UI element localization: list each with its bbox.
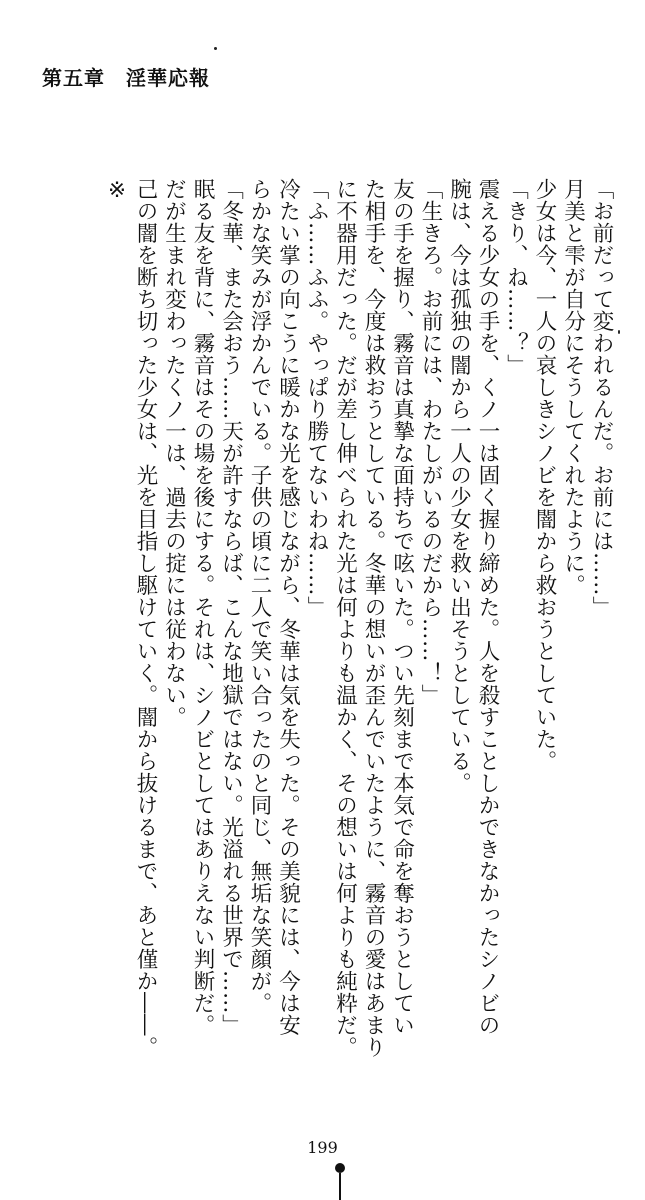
scan-speck [214,47,217,50]
text-line: た相手を、今度は救おうとしている。冬華の想いが歪んでいたように、霧音の愛はあまり [361,178,386,1058]
text-line: 少女は今、一人の哀しきシノビを闇から救おうとしていた。 [532,178,557,772]
text-line: 眠る友を背に、霧音はその場を後にする。それは、シノビとしてはありえない判断だ。 [190,178,215,1036]
page-marker-rule [339,1173,341,1200]
text-line: 腕は、今は孤独の闇から一人の少女を救い出そうとしている。 [446,178,472,794]
text-line: だが生まれ変わったくノ一は、過去の掟には従わない。 [161,178,187,728]
text-line: 友の手を握り、霧音は真摯な面持ちで呟いた。つい先刻まで本気で命を奪おうとしてい [389,178,415,1036]
text-line: 冷たい掌の向こうに暖かな光を感じながら、冬華は気を失った。その美貌には、今は安 [275,178,301,1036]
text-line: 「お前だって変われるんだ。お前には……」 [589,178,614,618]
text-line: 月美と雫が自分にそうしてくれたように。 [560,178,586,596]
text-line: 「ふ……ふふ。やっぱり勝てないわね……」 [304,178,329,618]
page-number: 199 [307,1138,338,1157]
text-line: らかな笑みが浮かんでいる。子供の頃に二人で笑い合ったのと同じ、無垢な笑顔が。 [247,178,272,1014]
text-line: に不器用だった。だが差し伸べられた光は何よりも温かく、その想いは何よりも純粋だ。 [332,178,358,1058]
scan-speck [618,330,620,334]
text-line: 「きり、ね……？」 [503,178,529,376]
chapter-header: 第五章 淫華応報 [42,66,210,90]
body-text [102,178,615,1058]
text-line: 震える少女の手を、くノ一は固く握り締めた。人を殺すことしかできなかったシノビの [475,178,500,1036]
text-line: 「冬華、また会おう……天が許すならば、こんな地獄ではない。光溢れる世界で……」 [218,178,244,1036]
section-break-mark: ※ [104,178,130,204]
text-line: 己の闇を断ち切った少女は、光を目指し駆けていく。闇から抜けるまで、あと僅か――。 [133,178,158,1058]
page-marker-dot [335,1163,345,1173]
text-line: 「生きろ。お前には、わたしがいるのだから……！」 [418,178,443,706]
